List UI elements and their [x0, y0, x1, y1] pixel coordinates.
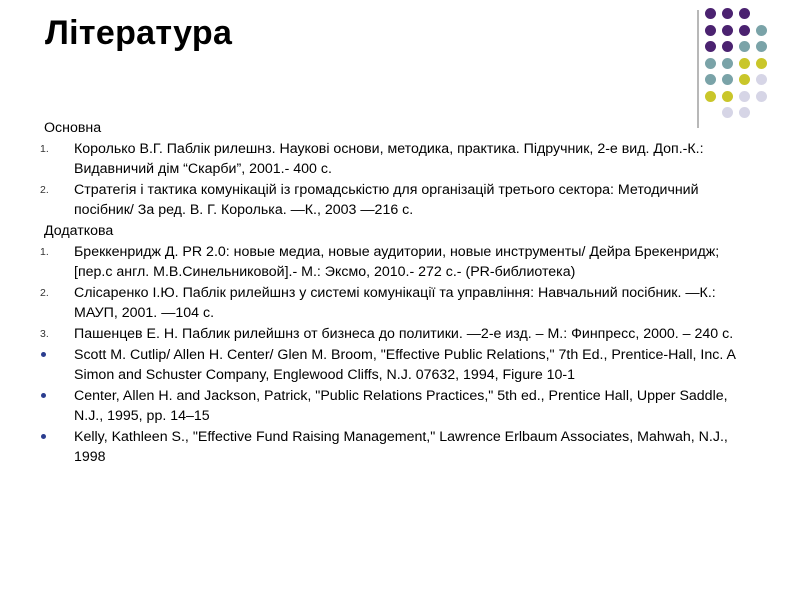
decorative-dot [722, 91, 733, 102]
decorative-dot [722, 107, 733, 118]
reference-text: Королько В.Г. Паблік рилешнз. Наукові основи, методика, практика. Підручник, 2-е вид. Доп.-К.: Видавничий дім “Скарби”, 2001.- 400 с. [74, 141, 704, 177]
reference-text: Пашенцев Е. Н. Паблик рилейшнз от бизнеса до политики. ―2-е изд. – М.: Финпресс, 2000. – 240 с. [74, 326, 734, 342]
decorative-dot [756, 91, 767, 102]
list-number: 1. [40, 246, 49, 258]
decorative-dot [739, 107, 750, 118]
reference-text: Kelly, Kathleen S., "Effective Fund Raising Management," Lawrence Erlbaum Associates, Mahwah, N.J., 1998 [74, 429, 728, 465]
reference-item [40, 345, 760, 385]
reference-item [40, 386, 760, 426]
reference-item [40, 324, 760, 344]
reference-item [40, 283, 760, 323]
list-number: 2. [40, 287, 49, 299]
decorative-dot [722, 58, 733, 69]
reference-item [40, 242, 760, 282]
decorative-dot [739, 74, 750, 85]
bibliography [40, 118, 760, 468]
reference-item [40, 427, 760, 467]
decorative-dot [722, 41, 733, 52]
decorative-dot [756, 58, 767, 69]
decorative-dot [705, 25, 716, 36]
slide-title: Література [45, 14, 233, 52]
decorative-dot [739, 41, 750, 52]
decorative-dot [705, 91, 716, 102]
section-heading: Додаткова [44, 223, 114, 239]
reference-text: Слісаренко І.Ю. Паблік рилейшнз у системі комунікації та управління: Навчальний посібник. ―К.: МАУП, 2001. ―104 с. [74, 285, 716, 321]
decorative-dot [722, 8, 733, 19]
reference-item [40, 139, 760, 179]
decorative-dot [705, 74, 716, 85]
reference-item [40, 180, 760, 220]
decorative-dot [722, 25, 733, 36]
decorative-dot-grid [705, 8, 775, 128]
reference-text: Center, Allen H. and Jackson, Patrick, "Public Relations Practices," 5th ed., Prentice Hall, Upper Saddle, N.J., 1995, pp. 14–15 [74, 388, 728, 424]
decorative-dot [705, 8, 716, 19]
bullet-icon [41, 393, 46, 398]
list-number: 2. [40, 184, 49, 196]
decorative-dot [756, 41, 767, 52]
decorative-dot [705, 58, 716, 69]
reference-text: Scott M. Cutlip/ Allen H. Center/ Glen M. Broom, "Effective Public Relations," 7th Ed., Prentice-Hall, Inc. A Simon and Schuster Company, Englewood Cliffs, N.J. 07632, 1994, Figure 10-1 [74, 347, 736, 383]
decorative-dot [739, 91, 750, 102]
list-number: 3. [40, 328, 49, 340]
bullet-icon [41, 434, 46, 439]
reference-text: Стратегія і тактика комунікацій із громадськістю для організацій третього сектора: Методичний посібник/ За ред. В. Г. Королька. ―К., 2003 ―216 с. [74, 182, 699, 218]
decorative-dot [756, 74, 767, 85]
decorative-dot [739, 25, 750, 36]
decorative-dot [739, 8, 750, 19]
decorative-dot [739, 58, 750, 69]
decorative-vertical-line [697, 10, 699, 128]
decorative-dot [756, 25, 767, 36]
decorative-dot [705, 41, 716, 52]
list-number: 1. [40, 143, 49, 155]
decorative-dot [722, 74, 733, 85]
reference-text: Бреккенридж Д. PR 2.0: новые медиа, новые аудитории, новые инструменты/ Дейра Брекенридж; [пер.с англ. М.В.Синельниковой].- М.: Эксмо, 2010.- 272 с.- (PR-библиотека) [74, 244, 720, 280]
bullet-icon [41, 352, 46, 357]
section-heading: Основна [44, 120, 102, 136]
